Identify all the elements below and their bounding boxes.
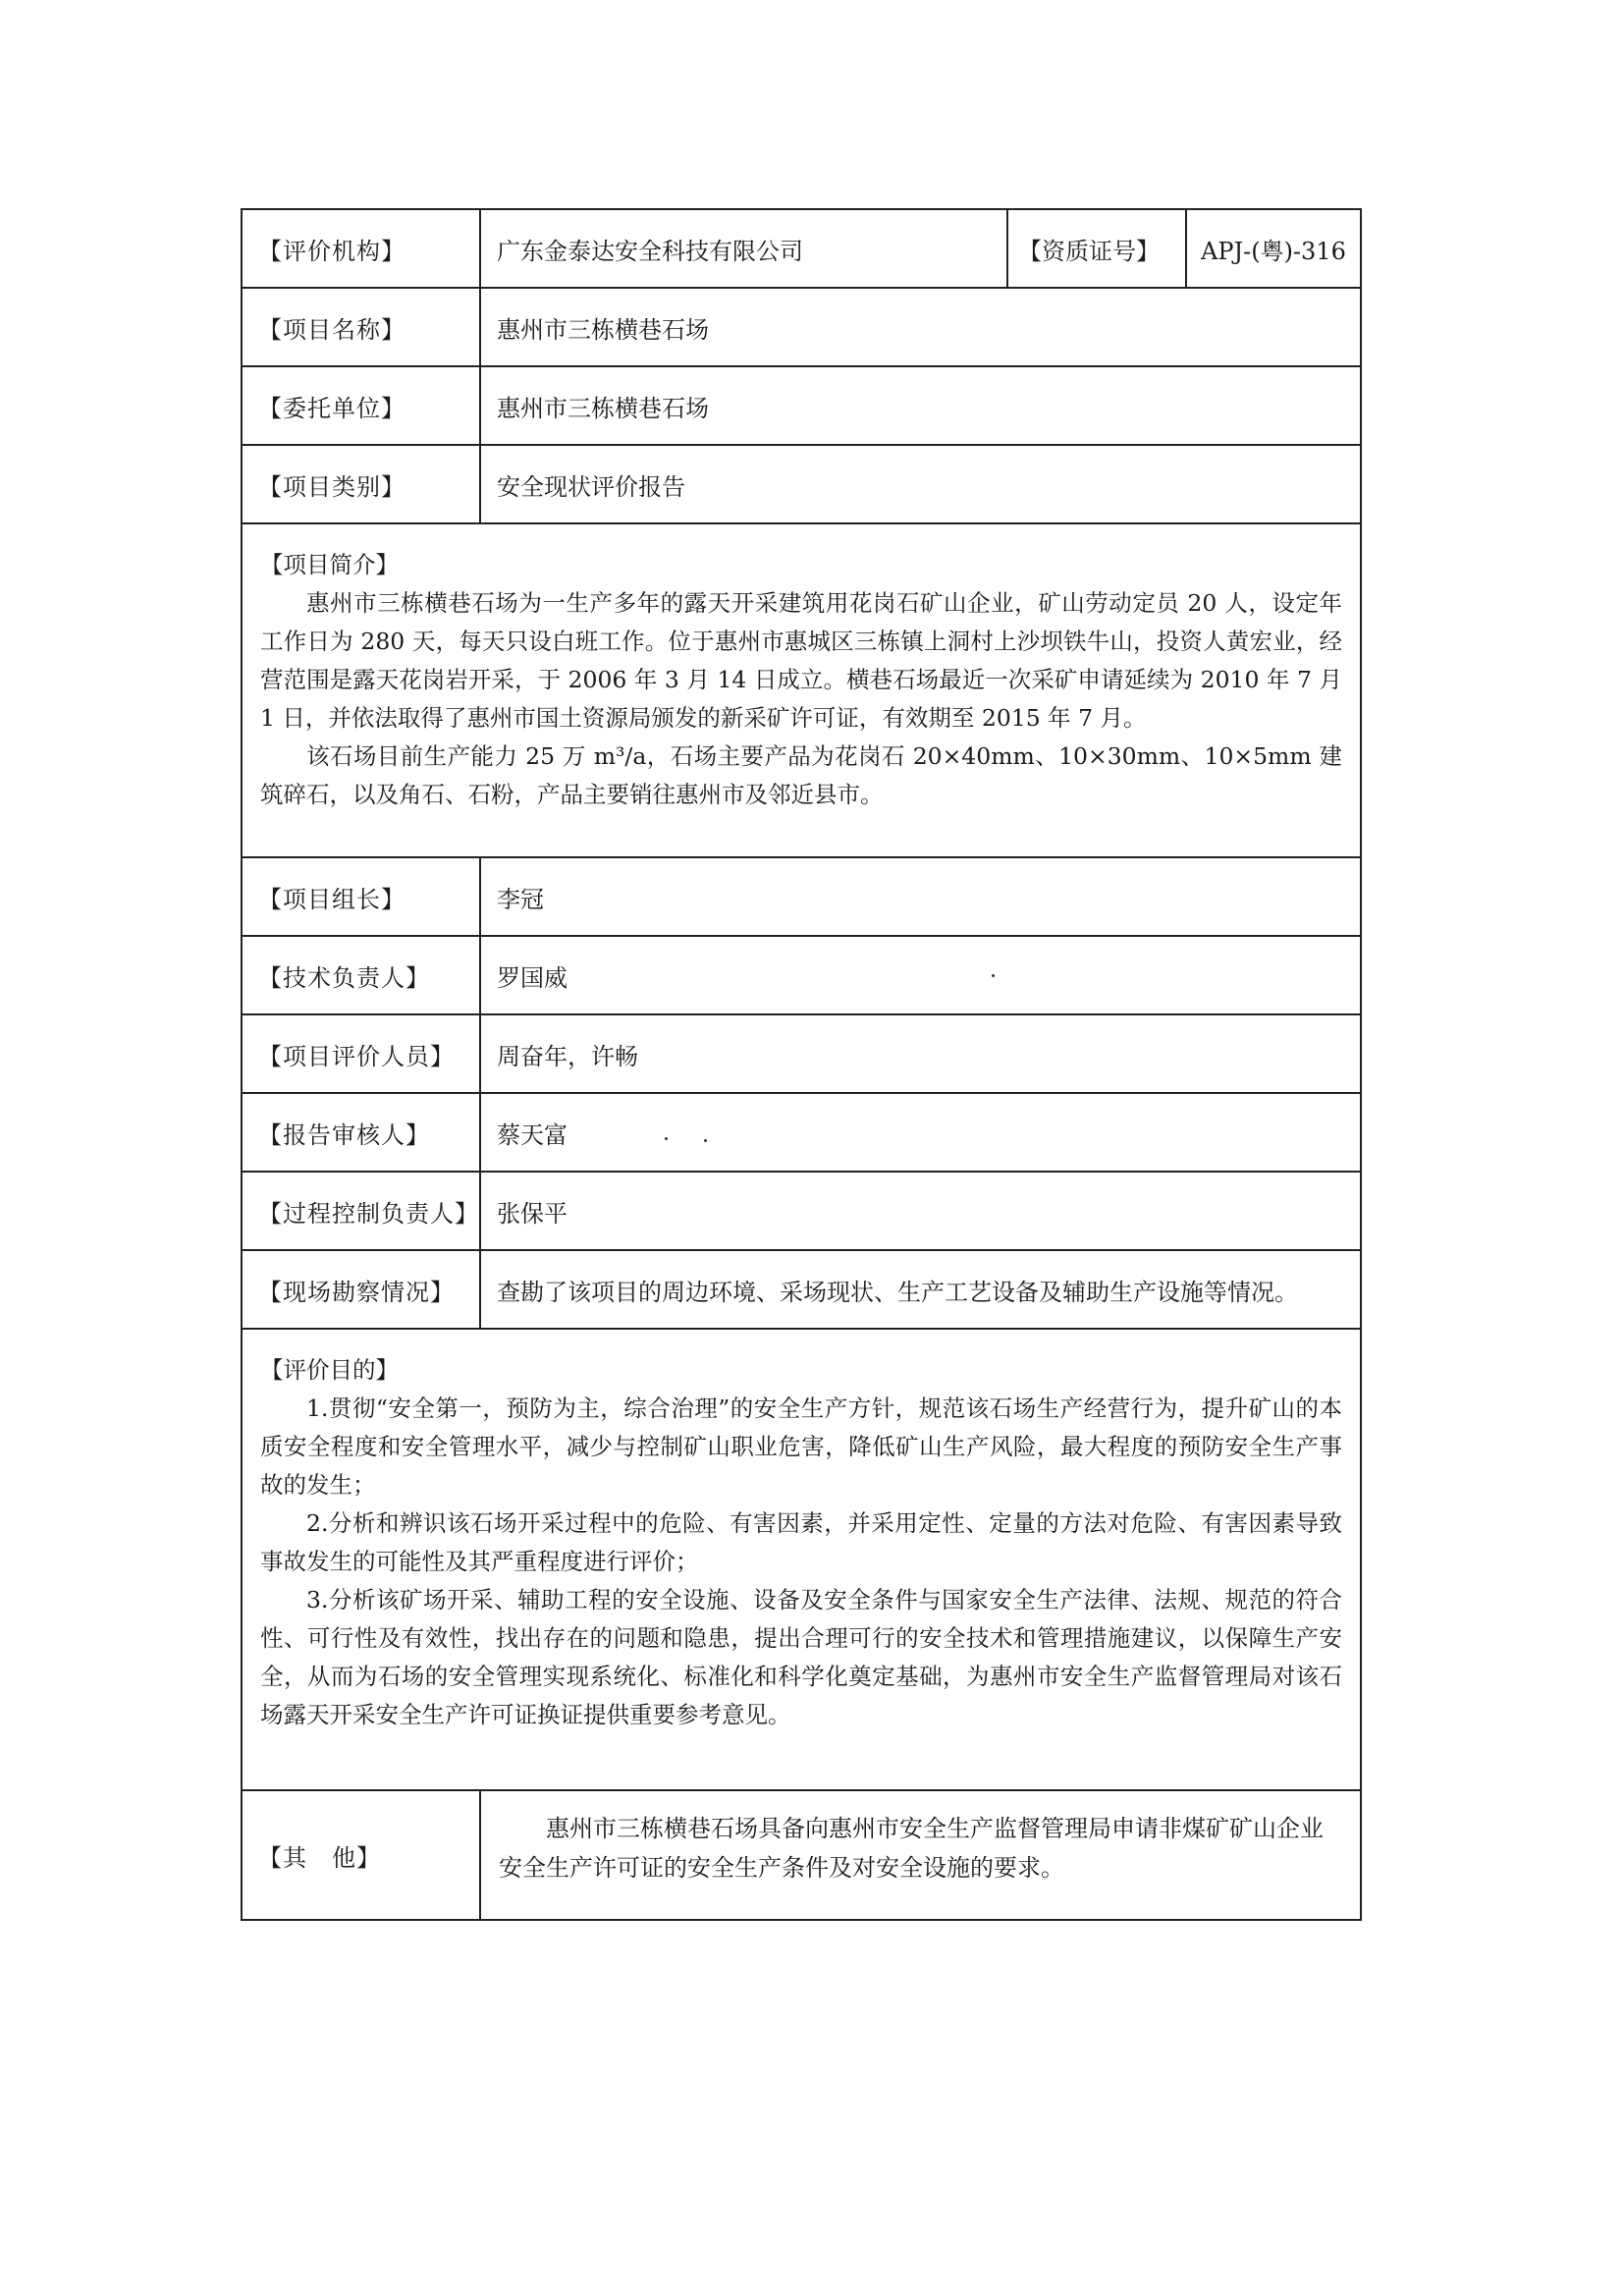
project-intro-paragraph: 惠州市三栋横巷石场为一生产多年的露天开采建筑用花岗石矿山企业，矿山劳动定员 20 人，设定年工作日为 280 天，每天只设白班工作。位于惠州市惠城区三栋镇上洞村上沙坝铁牛山，投资人黄宏业，经营范围是露天花岗岩开采，于 2006 年 3 月 14 日成立。横巷石场最近一次采矿申请延续为 2010 年 7 月 1 日，并依法取得了惠州市国土资源局颁发的新采矿许可证，有效期至 2015 年 7 月。 (260, 589, 1342, 732)
row-tech-lead (243, 937, 1360, 1015)
row-site-survey (243, 1251, 1360, 1330)
cert-label: 【资质证号】 (1006, 210, 1185, 287)
cert-value: APJ-(粤)-316 (1185, 210, 1360, 287)
evaluation-purpose-item: 2.分析和辨识该石场开采过程中的危险、有害因素，并采用定性、定量的方法对危险、有害因素导致事故发生的可能性及其严重程度进行评价； (260, 1509, 1342, 1575)
scan-speck (992, 974, 995, 977)
evaluation-info-table (241, 208, 1362, 1921)
row-project-category (243, 446, 1360, 524)
org-value: 广东金泰达安全科技有限公司 (497, 237, 803, 265)
row-evaluators (243, 1015, 1360, 1094)
client-label: 【委托单位】 (243, 367, 481, 444)
row-project-name (243, 289, 1360, 367)
row-project-intro (243, 524, 1360, 858)
row-reviewer (243, 1094, 1360, 1173)
project-name-value: 惠州市三栋横巷石场 (497, 315, 709, 344)
site-survey-label: 【现场勘察情况】 (243, 1251, 481, 1328)
reviewer-label: 【报告审核人】 (243, 1094, 481, 1171)
row-other (243, 1791, 1360, 1919)
other-value-block (481, 1791, 1360, 1919)
evaluators-label: 【项目评价人员】 (243, 1015, 481, 1092)
other-value: 惠州市三栋横巷石场具备向惠州市安全生产监督管理局申请非煤矿矿山企业安全生产许可证的安全生产条件及对安全设施的要求。 (499, 1815, 1324, 1882)
client-value: 惠州市三栋横巷石场 (497, 394, 709, 422)
evaluators-value: 周奋年，许畅 (497, 1042, 638, 1070)
project-category-label: 【项目类别】 (243, 446, 481, 522)
project-category-value: 安全现状评价报告 (497, 472, 685, 501)
tech-lead-value: 罗国威 (497, 963, 568, 992)
other-label: 【其 他】 (243, 1791, 481, 1919)
evaluation-purpose-block (243, 1330, 1360, 1789)
scan-speck (704, 1139, 707, 1142)
evaluation-purpose-item: 3.分析该矿场开采、辅助工程的安全设施、设备及安全条件与国家安全生产法律、法规、规范的符合性、可行性及有效性，找出存在的问题和隐患，提出合理可行的安全技术和管理措施建议，以保障生产安全，从而为石场的安全管理实现系统化、标准化和科学化奠定基础，为惠州市安全生产监督管理局对该石场露天开采安全生产许可证换证提供重要参考意见。 (260, 1586, 1342, 1728)
process-control-label: 【过程控制负责人】 (243, 1173, 481, 1249)
project-name-label: 【项目名称】 (243, 289, 481, 365)
process-control-value: 张保平 (497, 1199, 568, 1228)
project-intro-paragraph: 该石场目前生产能力 25 万 m³/a，石场主要产品为花岗石 20×40mm、10×30mm、10×5mm 建筑碎石，以及角石、石粉，产品主要销往惠州市及邻近县市。 (260, 742, 1342, 808)
org-label: 【评价机构】 (243, 210, 481, 287)
row-client (243, 367, 1360, 446)
row-project-leader (243, 858, 1360, 937)
site-survey-value: 查勘了该项目的周边环境、采场现状、生产工艺设备及辅助生产设施等情况。 (497, 1278, 1298, 1306)
evaluation-purpose-heading: 【评价目的】 (260, 1356, 399, 1384)
scan-speck (665, 1137, 668, 1140)
tech-lead-label: 【技术负责人】 (243, 937, 481, 1013)
row-process-control (243, 1173, 1360, 1251)
project-leader-value: 李冠 (497, 885, 544, 913)
row-evaluation-org (243, 210, 1360, 289)
project-leader-label: 【项目组长】 (243, 858, 481, 935)
row-evaluation-purpose (243, 1330, 1360, 1791)
project-intro-block (243, 524, 1360, 856)
project-intro-heading: 【项目简介】 (260, 551, 399, 578)
reviewer-value: 蔡天富 (497, 1121, 568, 1149)
evaluation-purpose-item: 1.贯彻“安全第一，预防为主，综合治理”的安全生产方针，规范该石场生产经营行为，提升矿山的本质安全程度和安全管理水平，减少与控制矿山职业危害，降低矿山生产风险，最大程度的预防安全生产事故的发生； (260, 1394, 1342, 1499)
